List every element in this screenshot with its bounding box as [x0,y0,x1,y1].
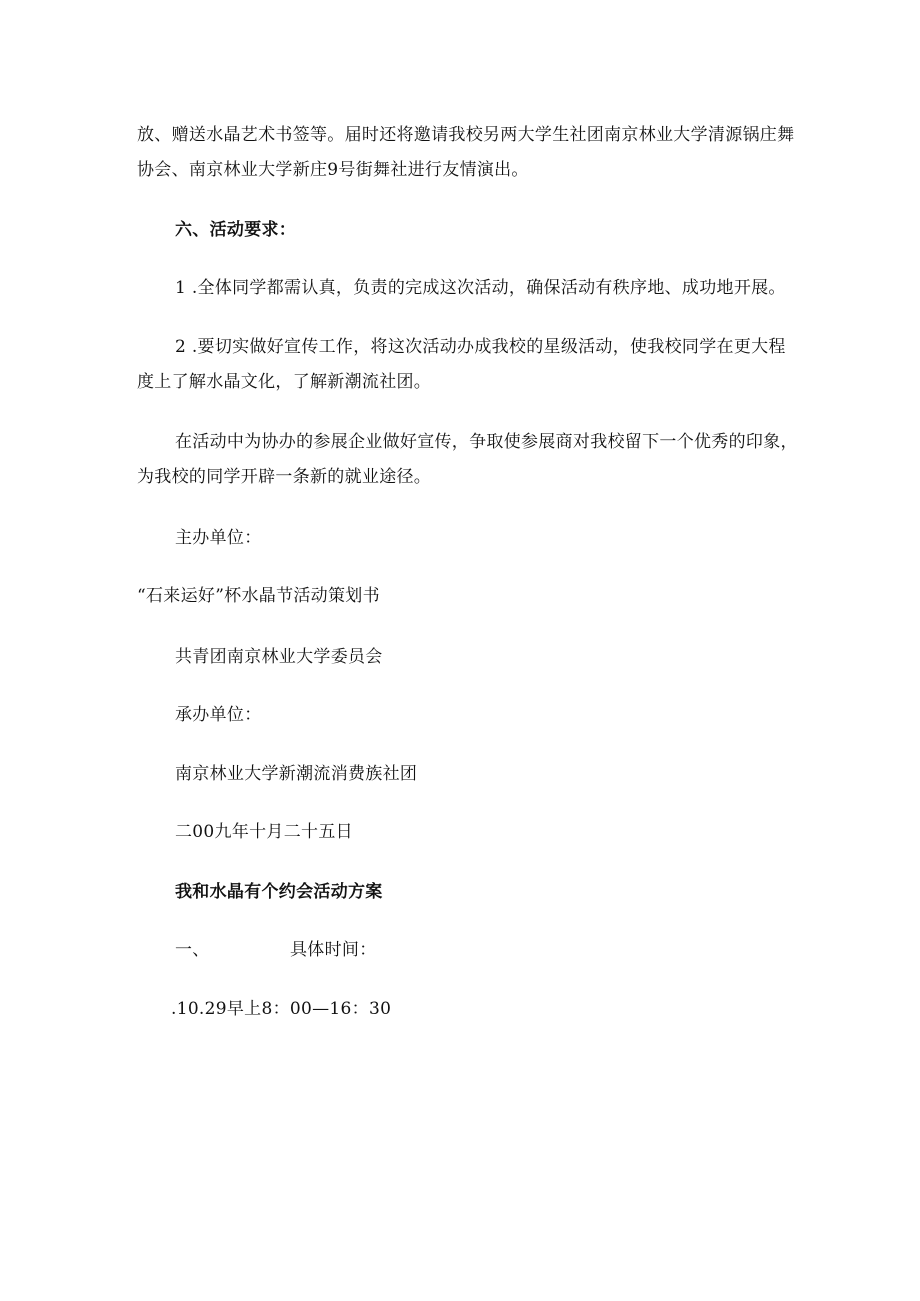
paragraph-line: 为我校的同学开辟一条新的就业途径。 [137,467,432,487]
organizer-organization: 南京林业大学新潮流消费族社团 [175,764,418,784]
requirement-item-continuation: 度上了解水晶文化，了解新潮流社团。 [137,372,432,392]
paragraph-line: 在活动中为协办的参展企业做好宣传，争取使参展商对我校留下一个优秀的印象， [175,432,798,452]
requirement-item: 1 .全体同学都需认真，负责的完成这次活动，确保活动有秩序地、成功地开展。 [175,278,786,298]
paragraph-line: 放、赠送水晶艺术书签等。届时还将邀请我校另两大学生社团南京林业大学清源锅庄舞 [137,125,795,145]
host-organization: 共青团南京林业大学委员会 [175,647,383,667]
host-label: 主办单位： [175,528,262,548]
paragraph-line: 协会、南京林业大学新庄9号街舞社进行友情演出。 [137,160,529,180]
document-date: 二00九年十月二十五日 [175,822,353,842]
section-label: 具体时间： [290,940,377,960]
time-line: .10.29早上8：00—16：30 [171,999,392,1019]
section-heading: 六、活动要求： [175,220,297,240]
organizer-label: 承办单位： [175,705,262,725]
requirement-item: 2 .要切实做好宣传工作，将这次活动办成我校的星级活动，使我校同学在更大程 [175,337,786,357]
section-number: 一、 [175,940,210,960]
plan2-title: 我和水晶有个约会活动方案 [175,882,383,902]
plan-title: “石来运好”杯水晶节活动策划书 [137,586,380,606]
